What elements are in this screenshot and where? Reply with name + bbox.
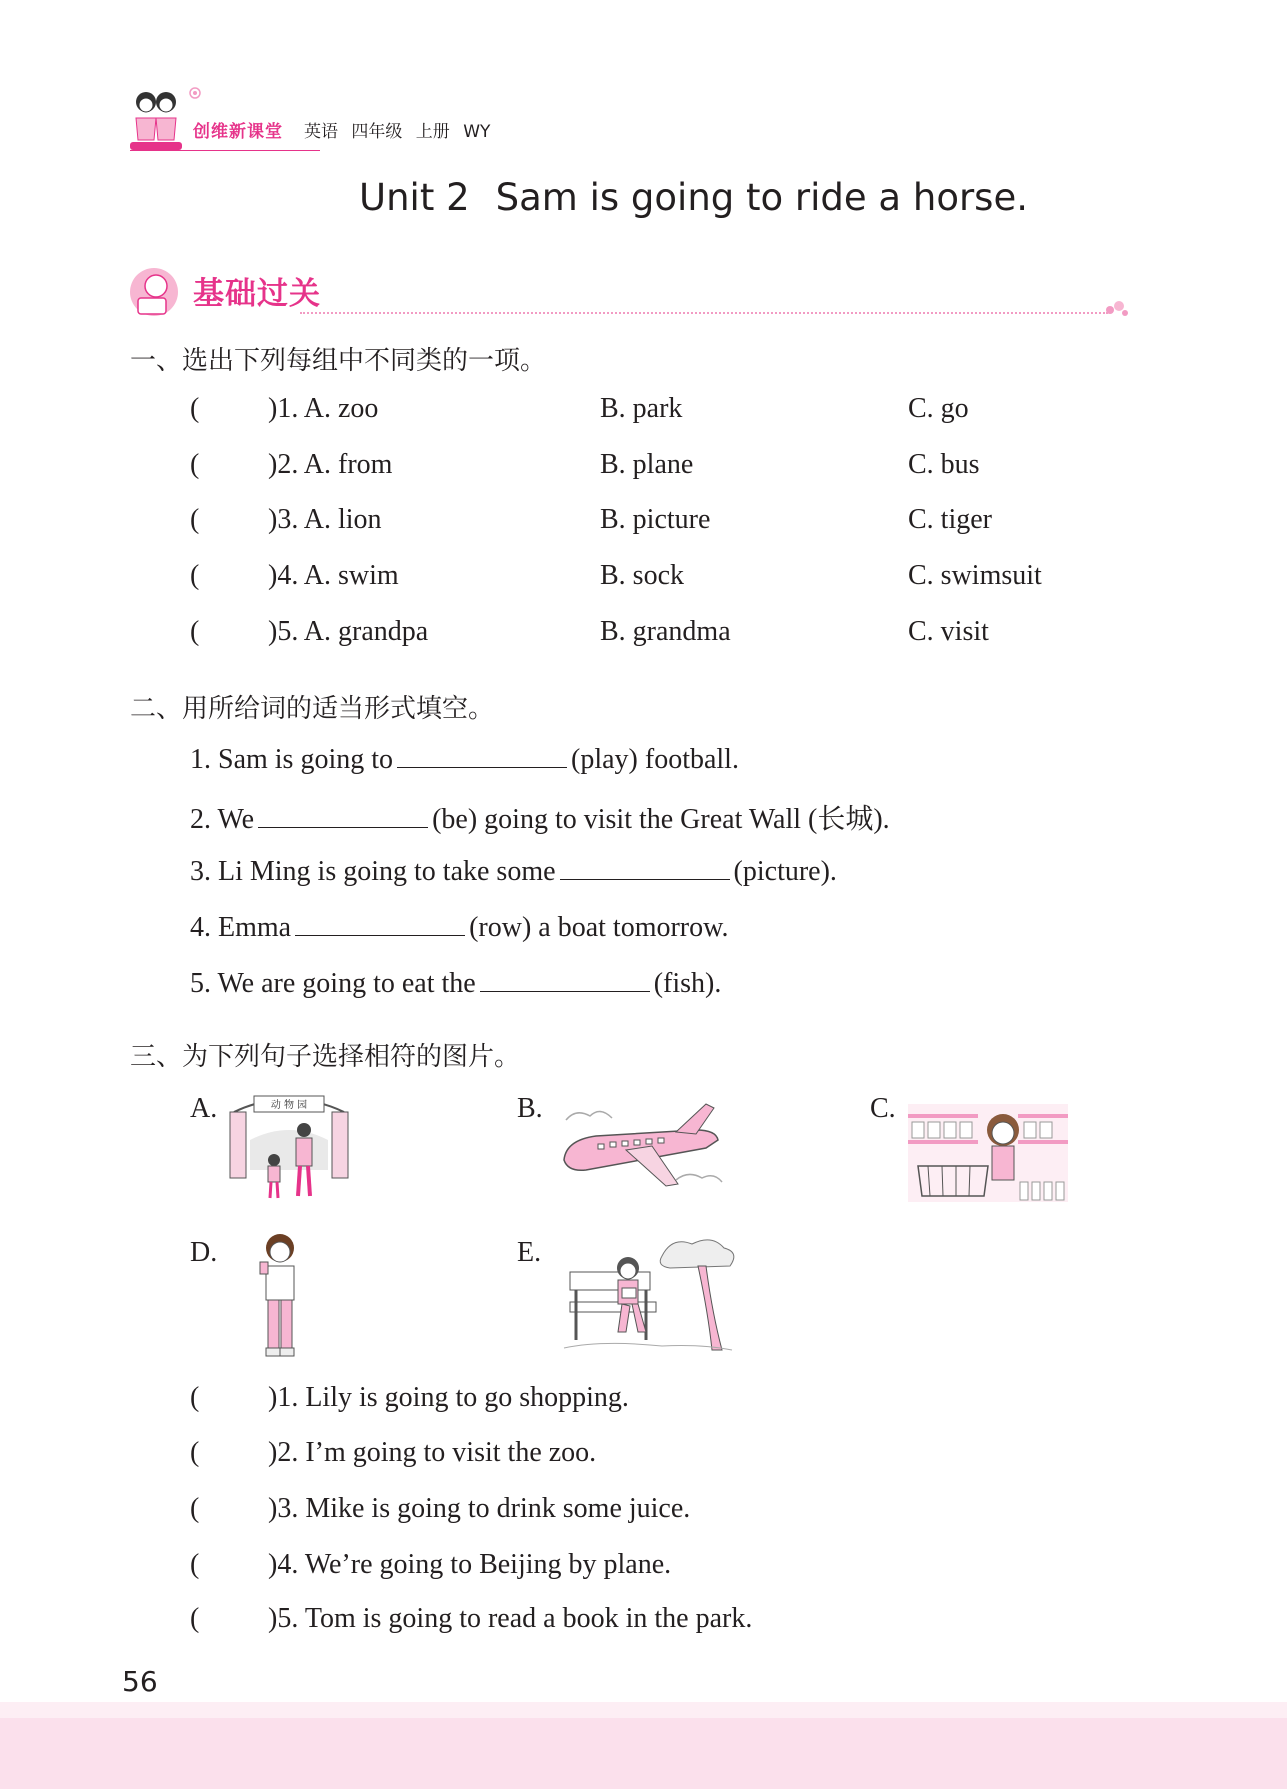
option-c: C. visit (908, 616, 989, 647)
plane-picture[interactable] (556, 1100, 726, 1200)
answer-paren[interactable]: ( (190, 1549, 200, 1580)
q1-row-1 (0, 393, 1287, 433)
header-divider (130, 150, 320, 151)
answer-blank[interactable] (258, 801, 428, 828)
q3-row-2 (0, 1437, 1287, 1477)
option-c: C. tiger (908, 504, 992, 535)
unit-label: Unit 2 (359, 176, 470, 219)
option-b: B. grandma (600, 616, 731, 647)
q2-item-post: (fish). (653, 968, 722, 999)
answer-blank[interactable] (480, 965, 650, 992)
section-mascot-icon (128, 266, 182, 318)
answer-paren[interactable]: ( (190, 1603, 200, 1634)
q2-item-post: (row) a boat tomorrow. (469, 912, 729, 943)
answer-blank[interactable] (560, 853, 730, 880)
option-b: B. park (600, 393, 683, 424)
answer-paren[interactable]: ( (190, 1493, 200, 1524)
zoo-sign-text: 动 物 园 (270, 1100, 308, 1111)
option-a: )5. A. grandpa (268, 616, 429, 647)
answer-paren[interactable]: ( (190, 616, 200, 647)
q3-heading: 三、为下列句子选择相符的图片。 (130, 1042, 521, 1072)
q3-row-5 (0, 1603, 1287, 1643)
q1-row-3 (0, 504, 1287, 544)
option-a: )3. A. lion (268, 504, 382, 535)
q2-item-pre: 1. Sam is going to (190, 744, 394, 775)
q2-item-pre: 2. We (190, 804, 255, 835)
picture-label-c: C. (870, 1093, 896, 1124)
zoo-picture[interactable] (224, 1090, 354, 1202)
park-reading-picture[interactable] (562, 1232, 737, 1356)
footer-band (0, 1718, 1287, 1789)
q1-row-5 (0, 616, 1287, 656)
sentence: )1. Lily is going to go shopping. (268, 1382, 629, 1413)
q3-row-4 (0, 1549, 1287, 1589)
book-info: 英语 四年级 上册 WY (304, 122, 491, 142)
q2-item-post: (play) football. (571, 744, 739, 775)
option-c: C. go (908, 393, 969, 424)
q2-item-post: (picture). (733, 856, 837, 887)
q3-row-3 (0, 1493, 1287, 1533)
picture-label-a: A. (190, 1093, 218, 1124)
sentence: )5. Tom is going to read a book in the park. (268, 1603, 753, 1634)
kids-logo-icon (126, 88, 186, 154)
section-divider (300, 312, 1108, 314)
option-b: B. sock (600, 560, 684, 591)
q2-item-pre: 3. Li Ming is going to take some (190, 856, 556, 887)
option-b: B. picture (600, 504, 711, 535)
answer-blank[interactable] (295, 909, 465, 936)
answer-blank[interactable] (397, 741, 567, 768)
option-a: )1. A. zoo (268, 393, 379, 424)
q2-item-3 (190, 853, 837, 888)
answer-paren[interactable]: ( (190, 393, 200, 424)
option-c: C. swimsuit (908, 560, 1042, 591)
answer-paren[interactable]: ( (190, 504, 200, 535)
picture-label-b: B. (517, 1093, 543, 1124)
sentence: )4. We’re going to Beijing by plane. (268, 1549, 672, 1580)
q2-item-1 (190, 741, 739, 776)
q2-heading: 二、用所给词的适当形式填空。 (130, 694, 495, 724)
option-c: C. bus (908, 449, 980, 480)
shopping-picture[interactable] (908, 1100, 1068, 1202)
q1-heading: 一、选出下列每组中不同类的一项。 (130, 346, 547, 376)
picture-label-d: D. (190, 1237, 218, 1268)
q3-row-1 (0, 1382, 1287, 1422)
q2-item-pre: 4. Emma (190, 912, 292, 943)
option-a: )4. A. swim (268, 560, 399, 591)
q2-item-pre: 5. We are going to eat the (190, 968, 476, 999)
q2-item-2 (190, 797, 890, 837)
answer-paren[interactable]: ( (190, 1382, 200, 1413)
q1-row-2 (0, 449, 1287, 489)
q1-row-4 (0, 560, 1287, 600)
q2-item-4 (190, 909, 729, 944)
answer-paren[interactable]: ( (190, 560, 200, 591)
unit-title-text: Sam is going to ride a horse. (495, 176, 1028, 219)
option-a: )2. A. from (268, 449, 393, 480)
section-title: 基础过关 (193, 276, 321, 312)
picture-label-e: E. (517, 1237, 542, 1268)
bubbles-icon (1104, 298, 1130, 318)
flower-icon (188, 86, 202, 100)
sentence: )2. I’m going to visit the zoo. (268, 1437, 597, 1468)
option-b: B. plane (600, 449, 694, 480)
answer-paren[interactable]: ( (190, 1437, 200, 1468)
q2-item-post: (be) going to visit the Great Wall (长城). (432, 804, 890, 835)
q2-item-5 (190, 965, 721, 1000)
sentence: )3. Mike is going to drink some juice. (268, 1493, 691, 1524)
brand-name: 创维新课堂 (193, 122, 283, 142)
boy-drinking-picture[interactable] (250, 1232, 310, 1360)
page-number: 56 (122, 1665, 158, 1698)
unit-title (0, 176, 1287, 219)
answer-paren[interactable]: ( (190, 449, 200, 480)
